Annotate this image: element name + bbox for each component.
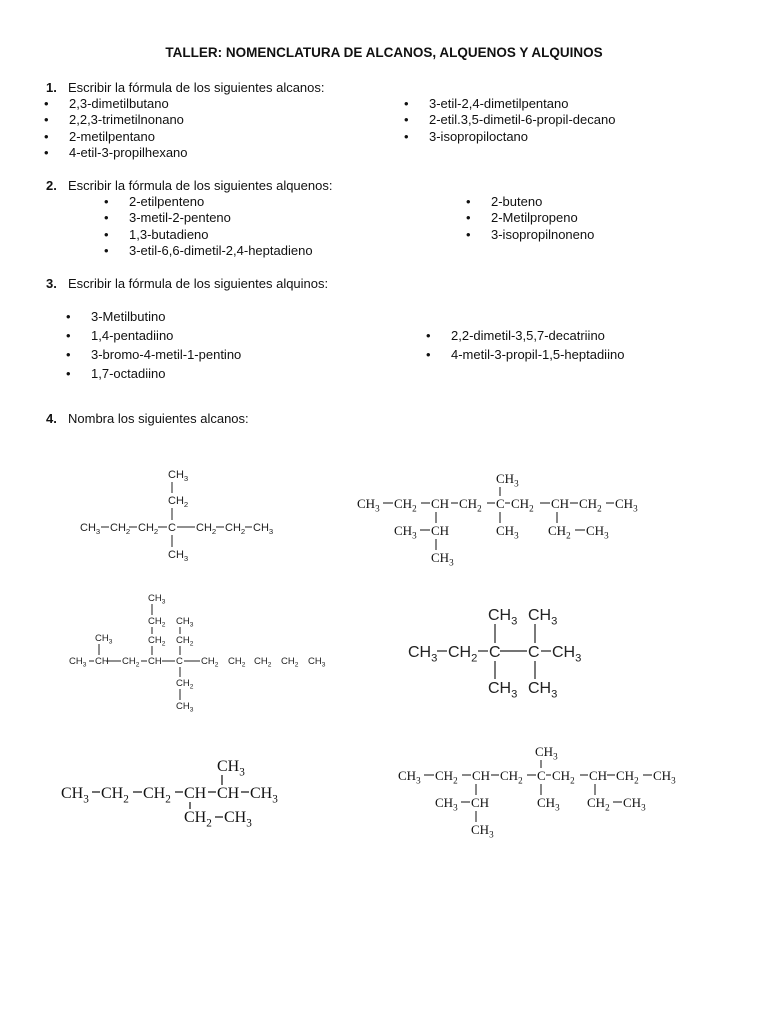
chem-group: $CH_3$ [148, 593, 166, 606]
chem-group: CH [95, 656, 109, 667]
list-item: • 3-bromo-4-metil-1-pentino [66, 345, 241, 364]
list-item: • 1,7-octadiino [66, 364, 241, 383]
structure-2 [357, 471, 638, 568]
chem-group: C [528, 644, 540, 661]
chem-group: $CH_3$ [435, 795, 458, 813]
chem-group: $CH_3$ [528, 607, 558, 628]
chem-group: CH [472, 768, 491, 783]
chem-group: $CH_3$ [224, 809, 252, 830]
chem-group: $CH_3$ [586, 523, 609, 541]
chem-group: $CH_3$ [308, 656, 326, 669]
chem-group: CH [148, 656, 162, 667]
chem-group: $CH_3$ [552, 644, 582, 665]
list-item: • 2,2-dimetil-3,5,7-decatriino [426, 326, 624, 345]
chem-group: $CH_2$ [548, 523, 571, 541]
chem-group: $CH_2$ [225, 522, 246, 537]
structure-4 [408, 607, 581, 701]
chem-group: $CH_2$ [579, 496, 602, 514]
chem-group: C [537, 768, 546, 783]
list-item: • 4-metil-3-propil-1,5-heptadiino [426, 345, 624, 364]
list-item: • 1,3-butadieno [104, 227, 313, 243]
chem-group: $CH_2$ [228, 656, 246, 669]
chem-group: $CH_2$ [143, 785, 171, 806]
chem-group: $CH_2$ [110, 522, 131, 537]
question-text: Nombra los siguientes alcanos: [68, 411, 249, 426]
chem-group: $CH_3$ [535, 744, 558, 762]
list-item: • 4-etil-3-propilhexano [44, 145, 188, 161]
chem-group: $CH_3$ [488, 680, 518, 701]
chem-group: $CH_3$ [496, 471, 519, 489]
list-item: • 2,2,3-trimetilnonano [44, 112, 188, 128]
chem-group: $CH_2$ [101, 785, 129, 806]
chem-group: $CH_3$ [528, 680, 558, 701]
list-item: • 2-etil.3,5-dimetil-6-propil-decano [404, 112, 615, 128]
chem-group: C [168, 522, 176, 534]
chem-group: $CH_3$ [176, 616, 194, 629]
chem-group: $CH_3$ [408, 644, 438, 665]
chem-group: C [176, 656, 183, 667]
chem-group: CH [431, 496, 450, 511]
chem-group: $CH_2$ [138, 522, 159, 537]
page-title: TALLER: NOMENCLATURA DE ALCANOS, ALQUENOS Y ALQUINOS [165, 45, 603, 60]
chem-group: $CH_2$ [148, 635, 166, 648]
chem-group: $CH_2$ [196, 522, 217, 537]
chem-group: $CH_3$ [394, 523, 417, 541]
question-number: 4. [46, 411, 57, 426]
list-item: • 2-Metilpropeno [466, 210, 594, 226]
chem-group: $CH_3$ [615, 496, 638, 514]
list-item: • 3-etil-6,6-dimetil-2,4-heptadieno [104, 243, 313, 259]
chem-group: $CH_2$ [201, 656, 219, 669]
chem-group: CH [431, 523, 450, 538]
question-text: Escribir la fórmula de los siguientes alquenos: [68, 178, 333, 193]
chem-group: $CH_2$ [176, 635, 194, 648]
chem-group: $CH_2$ [176, 678, 194, 691]
question-text: Escribir la fórmula de los siguientes alquinos: [68, 276, 329, 291]
chem-group: $CH_2$ [122, 656, 140, 669]
question-text: Escribir la fórmula de los siguientes alcanos: [68, 80, 325, 95]
question-number: 1. [46, 80, 57, 95]
chem-group: $CH_2$ [394, 496, 417, 514]
chem-group: $CH_2$ [587, 795, 610, 813]
chem-group: $CH_3$ [253, 522, 274, 537]
list-item: • 3-isopropiloctano [404, 129, 615, 145]
chem-group: C [489, 644, 501, 661]
list-item: • 3-isopropilnoneno [466, 227, 594, 243]
chem-group: $CH_3$ [488, 607, 518, 628]
chem-group: $CH_3$ [176, 701, 194, 714]
chem-group: $CH_3$ [95, 633, 113, 646]
chem-group: $CH_2$ [254, 656, 272, 669]
list-item: • 2-etilpenteno [104, 194, 313, 210]
chem-group: $CH_3$ [398, 768, 421, 786]
chem-group: $CH_2$ [500, 768, 523, 786]
list-item: • 2,3-dimetilbutano [44, 96, 188, 112]
structure-5 [61, 758, 278, 830]
chem-group: CH [589, 768, 608, 783]
chem-group: $CH_2$ [616, 768, 639, 786]
chem-group: $CH_3$ [496, 523, 519, 541]
chem-group: $CH_2$ [281, 656, 299, 669]
chem-group: $CH_3$ [80, 522, 101, 537]
chem-group: $CH_2$ [459, 496, 482, 514]
chem-group: $CH_2$ [435, 768, 458, 786]
chem-group: $CH_2$ [168, 495, 189, 510]
chem-group: $CH_3$ [471, 822, 494, 840]
chem-group: $CH_3$ [623, 795, 646, 813]
chem-group: $CH_3$ [217, 758, 245, 779]
chem-group: $CH_2$ [552, 768, 575, 786]
chem-group: CH [471, 795, 490, 810]
chem-group: $CH_2$ [448, 644, 478, 665]
chem-group: $CH_3$ [653, 768, 676, 786]
structure-3 [69, 593, 326, 714]
chem-group: $CH_3$ [250, 785, 278, 806]
chem-group: $CH_2$ [184, 809, 212, 830]
chem-group: $CH_3$ [69, 656, 87, 669]
question-number: 3. [46, 276, 57, 291]
list-item: • 3-Metilbutino [66, 307, 241, 326]
question-number: 2. [46, 178, 57, 193]
list-item: • 2-buteno [466, 194, 594, 210]
list-item: • 1,4-pentadiino [66, 326, 241, 345]
chem-group: $CH_3$ [168, 549, 189, 564]
chem-group: $CH_3$ [357, 496, 380, 514]
chem-group: $CH_3$ [61, 785, 89, 806]
chem-group: $CH_2$ [148, 616, 166, 629]
list-item: • 3-metil-2-penteno [104, 210, 313, 226]
structure-6 [398, 744, 676, 840]
chem-group: $CH_3$ [168, 469, 189, 484]
chem-group: CH [551, 496, 570, 511]
chem-group: $CH_3$ [431, 550, 454, 568]
chem-group: CH [217, 785, 240, 802]
chem-group: $CH_3$ [537, 795, 560, 813]
chem-group: CH [184, 785, 207, 802]
chem-group: $CH_2$ [511, 496, 534, 514]
list-item: • 2-metilpentano [44, 129, 188, 145]
list-item: • 3-etil-2,4-dimetilpentano [404, 96, 615, 112]
chem-group: C [496, 496, 505, 511]
